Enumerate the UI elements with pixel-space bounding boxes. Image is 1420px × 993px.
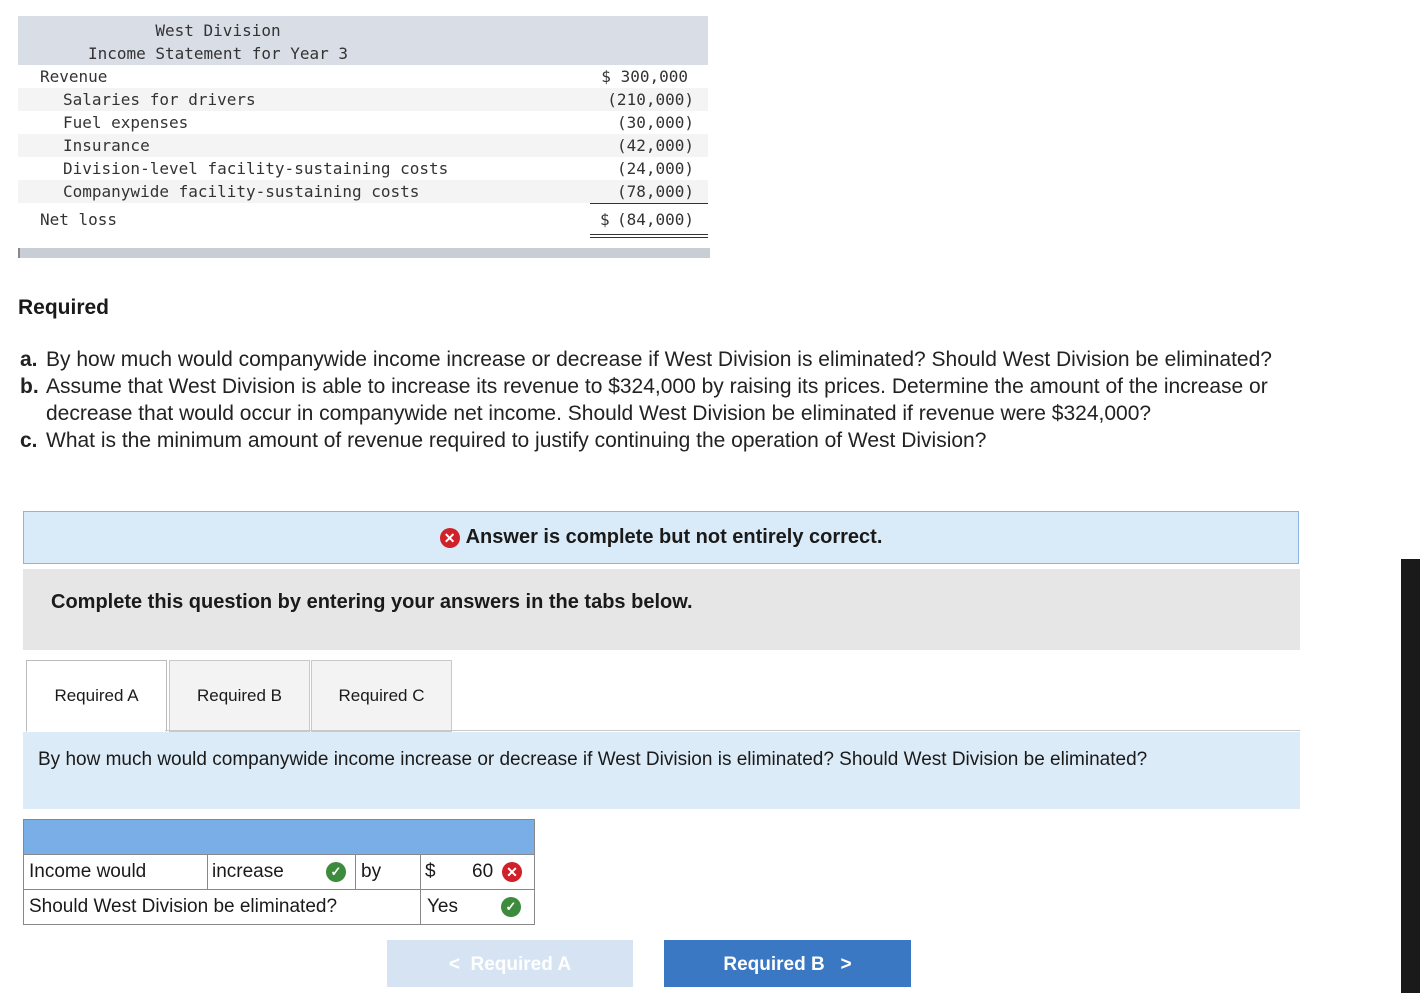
statement-footer (18, 248, 710, 258)
income-statement (18, 16, 708, 235)
required-heading: Required (18, 296, 110, 319)
statement-row (18, 180, 708, 203)
revenue-value: $ 300,000 (601, 67, 688, 86)
question-box (23, 732, 1300, 809)
item-text: By how much would companywide income increase or decrease if West Division is eliminated? Should West Division be eliminated? (46, 348, 1272, 371)
tab-divider (165, 730, 1300, 731)
x-circle-icon: ✕ (502, 862, 522, 882)
chevron-left-icon: < (448, 954, 471, 975)
double-rule-top (590, 234, 708, 235)
increase-decrease-select[interactable]: increase (212, 861, 284, 882)
row-label: Insurance (63, 136, 150, 155)
amount-input[interactable]: 60 (472, 861, 494, 882)
tab-required-a[interactable]: Required A (26, 660, 167, 732)
eliminate-select[interactable]: Yes (427, 896, 458, 917)
tab-required-b[interactable]: Required B (169, 660, 310, 732)
net-loss-value: (84,000) (616, 210, 694, 229)
net-loss-label: Net loss (40, 210, 118, 229)
statement-row (18, 157, 708, 180)
required-item-a (20, 346, 1420, 373)
next-required-button[interactable] (664, 940, 911, 987)
required-list (20, 346, 1420, 454)
item-text-cont: decrease that would occur in companywide net income. Should West Division be eliminated if revenue were $324,000? (46, 402, 1152, 425)
prev-label: Required A (470, 954, 572, 975)
x-circle-icon: ✕ (440, 528, 460, 548)
row-value: (42,000) (616, 136, 694, 155)
statement-row (18, 134, 708, 157)
statement-title: West Division (155, 21, 281, 40)
net-loss-row (18, 205, 708, 235)
statement-header (18, 16, 708, 65)
feedback-banner (23, 511, 1299, 564)
answer-table (23, 819, 535, 925)
next-label: Required B (723, 954, 825, 975)
item-text: Assume that West Division is able to increase its revenue to $324,000 by raising its prices. Determine the amount of the increase or (46, 375, 1268, 398)
row-label: Salaries for drivers (63, 90, 256, 109)
tab-required-c[interactable]: Required C (311, 660, 452, 732)
scrollbar[interactable] (1401, 559, 1420, 993)
row-value: (78,000) (616, 182, 694, 201)
answer-row-income (24, 855, 534, 890)
item-letter: b. (20, 375, 39, 398)
item-letter: c. (20, 429, 38, 452)
row-label: Fuel expenses (63, 113, 189, 132)
item-text: What is the minimum amount of revenue required to justify continuing the operation of West Division? (46, 429, 987, 452)
statement-subtitle: Income Statement for Year 3 (87, 44, 349, 63)
revenue-label: Revenue (40, 67, 108, 86)
required-item-c (20, 427, 1420, 454)
prev-required-button[interactable] (387, 940, 633, 987)
feedback-text: Answer is complete but not entirely correct. (465, 526, 883, 548)
row-value: (210,000) (607, 90, 694, 109)
chevron-right-icon: > (824, 954, 852, 975)
item-letter: a. (20, 348, 38, 371)
instruction-box (23, 569, 1300, 650)
statement-row (18, 88, 708, 111)
question-text: By how much would companywide income increase or decrease if West Division is eliminated? Should West Division be eliminated? (38, 749, 1148, 770)
row-value: (24,000) (616, 159, 694, 178)
net-loss-currency: $ (600, 210, 610, 229)
row-label: Companywide facility-sustaining costs (63, 182, 420, 201)
double-rule-bottom (590, 237, 708, 238)
statement-row (18, 111, 708, 134)
answer-table-header (24, 820, 534, 855)
check-icon: ✓ (326, 862, 346, 882)
instruction-text: Complete this question by entering your answers in the tabs below. (51, 591, 693, 613)
row-label: Division-level facility-sustaining costs (63, 159, 449, 178)
revenue-row (18, 65, 708, 88)
total-rule (590, 203, 708, 204)
income-would-label: Income would (29, 861, 147, 882)
row-value: (30,000) (616, 113, 694, 132)
check-icon: ✓ (501, 897, 521, 917)
currency-symbol: $ (425, 861, 436, 882)
by-label: by (361, 861, 382, 882)
answer-row-eliminate (24, 890, 534, 924)
required-item-b (20, 373, 1420, 427)
eliminate-question-label: Should West Division be eliminated? (29, 896, 338, 917)
